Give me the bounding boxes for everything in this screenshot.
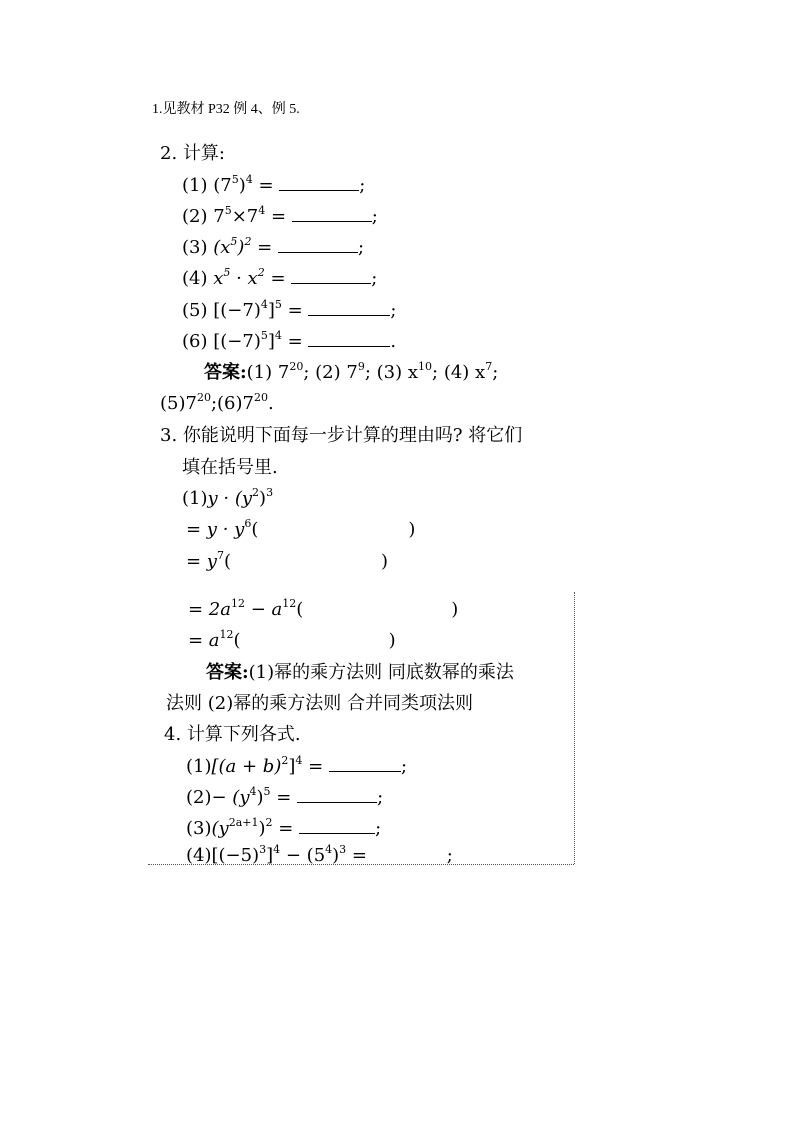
answer-blank: [291, 269, 371, 284]
q1-text: 1.见教材 P32 例 4、例 5.: [152, 102, 300, 117]
answer-blank: [308, 301, 390, 316]
answer-blank: [292, 207, 372, 222]
answer-blank: [299, 819, 375, 834]
answer-label: 答案:: [204, 362, 247, 383]
q4-item-3: $(3)(y^{2a+1})^2$ = ;: [186, 816, 382, 839]
q4-item-1: $(1)[(a + b)^2]^4$ = ;: [186, 754, 408, 777]
q2-answer-line-2: $(5)7^{20};(6)7^{20}$.: [160, 391, 274, 414]
q3-step-1: $(1)y \cdot (y^2)^3$: [182, 486, 274, 509]
item-number: (6): [182, 331, 208, 352]
answer-blank: [278, 238, 358, 253]
q2-item-5: (5) $[(-7)^4]^5$ = ;: [182, 298, 397, 321]
q4-item-4: $(4)[(-5)^3]^4 - (5^4)^3$ = ;: [186, 843, 453, 866]
q3-step-5: = $a^{12}$( ): [188, 628, 396, 651]
item-number: (3): [182, 237, 208, 258]
item-number: (5): [182, 300, 208, 321]
q3-heading-line-2: 填在括号里.: [182, 457, 278, 478]
item-number: (4): [182, 268, 208, 289]
item-expr: $[(-7)^4]^5$ =: [213, 298, 303, 321]
dotted-border-bottom: [148, 864, 574, 865]
q3-step-2: = $y \cdot y^6$( ): [186, 517, 416, 540]
q4-heading: 4. 计算下列各式.: [164, 724, 301, 745]
item-number: (1): [182, 175, 208, 196]
q2-heading: 2. 计算:: [160, 143, 225, 164]
item-expr: $(7^5)^4$ =: [213, 173, 274, 196]
q3-heading-line-1: 3. 你能说明下面每一步计算的理由吗? 将它们: [160, 425, 523, 446]
q2-item-1: (1) $(7^5)^4$ = ;: [182, 173, 366, 196]
answer-blank: [297, 788, 377, 803]
answer-label: 答案:: [206, 662, 249, 683]
item-number: (2): [182, 206, 208, 227]
dotted-border-right: [574, 592, 575, 864]
q2-item-4: (4) $x^5 \cdot x^2$ = ;: [182, 266, 378, 289]
q3-answer-line-1: 答案:(1)幂的乘方法则 同底数幂的乘法: [206, 662, 514, 683]
q2-item-3: (3) $(x^5)^2$ = ;: [182, 235, 365, 258]
item-expr: $[(-7)^5]^4$ =: [213, 329, 303, 352]
q3-answer-line-2: 法则 (2)幂的乘方法则 合并同类项法则: [166, 693, 473, 714]
q4-item-2: $(2)- (y^4)^5$ = ;: [186, 785, 384, 808]
q3-step-4: = $2a^{12} - a^{12}$( ): [188, 597, 459, 620]
q2-item-6: (6) $[(-7)^5]^4$ = .: [182, 329, 397, 352]
q2-item-2: (2) $7^5\times 7^4$ = ;: [182, 204, 378, 227]
item-expr: $7^5\times 7^4$ =: [213, 204, 287, 227]
item-expr: $(x^5)^2$ =: [213, 235, 273, 258]
q2-answer-line-1: 答案:(1) $7^{20}$; (2) $7^9$; (3) $x^{10}$; (4) $x^7$;: [204, 360, 499, 383]
item-expr: $x^5 \cdot x^2$ =: [213, 266, 286, 289]
answer-blank: [279, 176, 359, 191]
answer-blank: [329, 757, 401, 772]
answer-blank: [308, 332, 390, 347]
q3-step-3: = $y^7$( ): [186, 549, 389, 572]
